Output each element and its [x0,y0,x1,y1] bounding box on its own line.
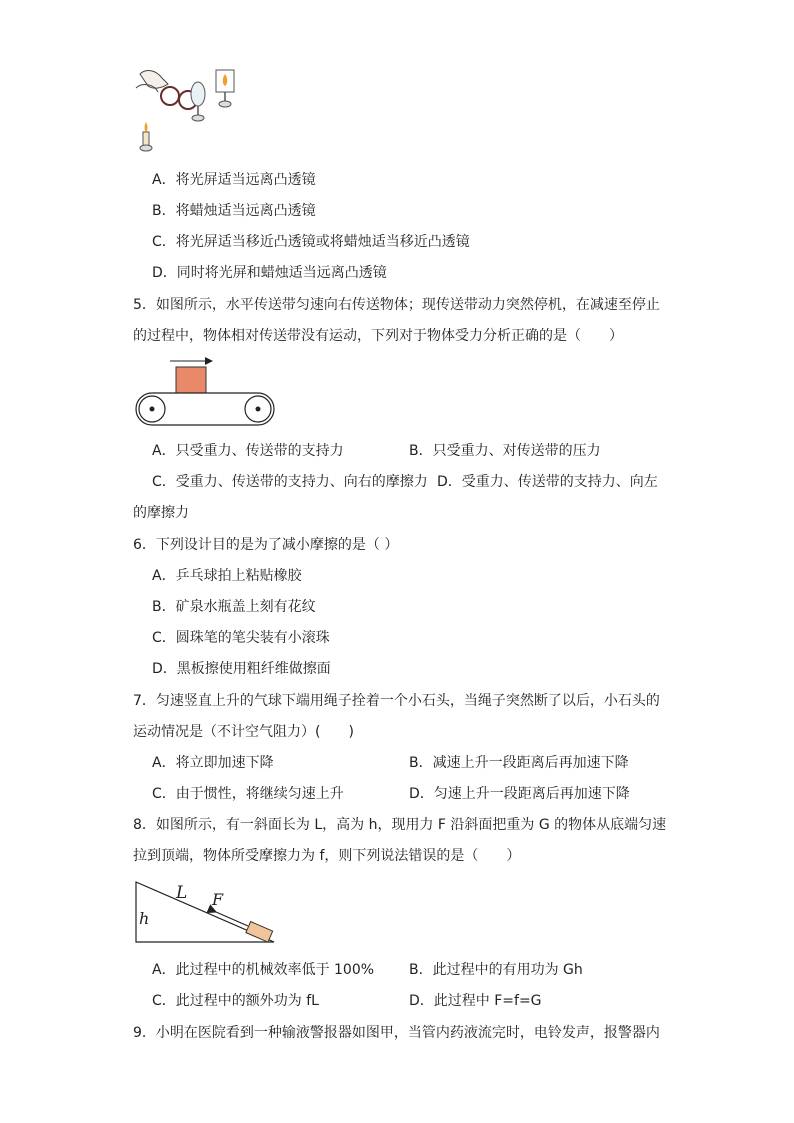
q8-option-b: B．此过程中的有用功为 Gh [409,962,583,978]
q4-option-d: D．同时将光屏和蜡烛适当远离凸透镜 [152,265,387,281]
q8-stem-line2: 拉到顶端，物体所受摩擦力为 f，则下列说法错误的是（ ） [133,848,521,864]
q5-option-c: C．受重力、传送带的支持力、向右的摩擦力 [152,474,428,490]
lens-experiment-figure [132,64,252,156]
q5-stem-line1: 5．如图所示，水平传送带匀速向右传送物体；现传送带动力突然停机，在减速至停止 [133,297,660,313]
incline-figure [134,878,280,946]
incline-label-h: h [139,909,150,928]
q8-stem-line1: 8．如图所示，有一斜面长为 L，高为 h，现用力 F 沿斜面把重为 G 的物体从底端匀速 [133,817,667,833]
q5-option-a: A．只受重力、传送带的支持力 [152,443,344,459]
incline-label-l: L [176,883,188,903]
q8-option-a: A．此过程中的机械效率低于 100% [152,962,375,978]
q7-stem-line1: 7．匀速竖直上升的气球下端用绳子拴着一个小石头，当绳子突然断了以后，小石头的 [133,693,660,709]
q6-option-b: B．矿泉水瓶盖上刻有花纹 [152,599,316,615]
q7-option-c: C．由于惯性，将继续匀速上升 [152,786,344,802]
q8-option-d: D．此过程中 F=f=G [409,993,542,1009]
q7-option-d: D．匀速上升一段距离后再加速下降 [409,786,630,802]
q6-option-c: C．圆珠笔的笔尖装有小滚珠 [152,630,330,646]
q5-stem-line2: 的过程中，物体相对传送带没有运动，下列对于物体受力分析正确的是（ ） [133,328,623,344]
q5-option-b: B．只受重力、对传送带的压力 [409,443,601,459]
q9-stem-line1: 9．小明在医院看到一种输液警报器如图甲，当管内药液流完时，电铃发声，报警器内 [133,1025,660,1041]
q5-option-d-cont: 的摩擦力 [133,505,189,521]
q4-option-b: B．将蜡烛适当远离凸透镜 [152,203,316,219]
q6-option-a: A．乒乓球拍上粘贴橡胶 [152,568,302,584]
q4-option-c: C．将光屏适当移近凸透镜或将蜡烛适当移近凸透镜 [152,234,470,250]
q6-option-d: D．黑板擦使用粗纤维做擦面 [152,661,331,677]
q7-option-b: B．减速上升一段距离后再加速下降 [409,755,629,771]
q4-option-a: A．将光屏适当远离凸透镜 [152,172,316,188]
q5-option-d: D．受重力、传送带的支持力、向左 [437,474,658,490]
q7-option-a: A．将立即加速下降 [152,755,274,771]
conveyor-belt-figure [132,354,280,430]
q7-stem-line2: 运动情况是（不计空气阻力）( ) [133,724,354,740]
incline-label-f: F [212,890,224,909]
q6-stem: 6．下列设计目的是为了减小摩擦的是（ ） [133,537,399,553]
q8-option-c: C．此过程中的额外功为 fL [152,993,319,1009]
